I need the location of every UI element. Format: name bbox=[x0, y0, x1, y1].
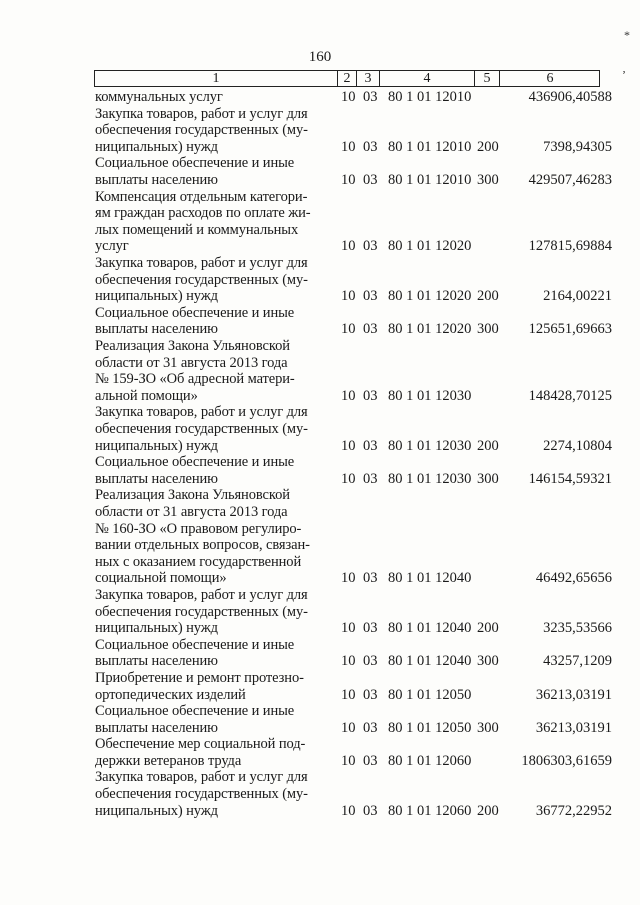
table-row bbox=[0, 670, 640, 703]
row-name-line: Обеспечение мер социальной под- bbox=[95, 736, 306, 753]
subsection-code: 03 bbox=[363, 570, 378, 587]
target-item-code: 80 1 01 12020 bbox=[388, 288, 472, 305]
target-item-code: 80 1 01 12020 bbox=[388, 321, 472, 338]
section-code: 10 bbox=[341, 752, 356, 769]
row-name-line: выплаты населению bbox=[95, 653, 218, 670]
row-name-line: обеспечения государственных (му- bbox=[95, 603, 308, 620]
row-amount: 36213,03191 bbox=[535, 719, 612, 736]
row-name bbox=[95, 454, 333, 487]
expense-type-code: 300 bbox=[477, 719, 499, 736]
subsection-code: 03 bbox=[363, 89, 378, 105]
row-name bbox=[95, 338, 333, 404]
subsection-code: 03 bbox=[363, 719, 378, 736]
subsection-code: 03 bbox=[363, 470, 378, 487]
target-item-code: 80 1 01 12010 bbox=[388, 89, 472, 105]
row-name-line: социальной помощи» bbox=[95, 570, 227, 587]
section-code: 10 bbox=[341, 653, 356, 670]
row-name bbox=[95, 736, 333, 769]
row-amount: 146154,59321 bbox=[528, 470, 612, 487]
table-row bbox=[0, 487, 640, 587]
expense-type-code: 300 bbox=[477, 171, 499, 188]
section-code: 10 bbox=[341, 321, 356, 338]
row-name-line: ниципальных) нужд bbox=[95, 437, 218, 454]
expense-type-code: 300 bbox=[477, 470, 499, 487]
subsection-code: 03 bbox=[363, 437, 378, 454]
table-row bbox=[0, 338, 640, 404]
row-name-line: вании отдельных вопросов, связан- bbox=[95, 537, 310, 554]
table-header bbox=[94, 70, 600, 87]
row-name-line: № 160-ЗО «О правовом регулиро- bbox=[95, 520, 302, 537]
subsection-code: 03 bbox=[363, 138, 378, 155]
row-name-line: ниципальных) нужд bbox=[95, 620, 218, 637]
target-item-code: 80 1 01 12010 bbox=[388, 138, 472, 155]
subsection-code: 03 bbox=[363, 802, 378, 819]
section-code: 10 bbox=[341, 470, 356, 487]
section-code: 10 bbox=[341, 288, 356, 305]
row-amount: 429507,46283 bbox=[528, 171, 612, 188]
table-row bbox=[0, 106, 640, 156]
row-name-line: области от 31 августа 2013 года bbox=[95, 503, 288, 520]
subsection-code: 03 bbox=[363, 620, 378, 637]
row-name-line: ниципальных) нужд bbox=[95, 288, 218, 305]
row-amount: 7398,94305 bbox=[543, 138, 612, 155]
row-amount: 36213,03191 bbox=[535, 686, 612, 703]
table-row bbox=[0, 404, 640, 454]
row-name-line: ных с оказанием государственной bbox=[95, 553, 302, 570]
section-code: 10 bbox=[341, 138, 356, 155]
target-item-code: 80 1 01 12040 bbox=[388, 620, 472, 637]
row-name bbox=[95, 155, 333, 188]
row-name-line: обеспечения государственных (му- bbox=[95, 122, 308, 139]
target-item-code: 80 1 01 12050 bbox=[388, 719, 472, 736]
section-code: 10 bbox=[341, 238, 356, 255]
section-code: 10 bbox=[341, 802, 356, 819]
row-name-line: Реализация Закона Ульяновской bbox=[95, 487, 290, 504]
section-code: 10 bbox=[341, 570, 356, 587]
section-code: 10 bbox=[341, 437, 356, 454]
subsection-code: 03 bbox=[363, 171, 378, 188]
edge-mark-top: * bbox=[624, 28, 630, 42]
row-name bbox=[95, 670, 333, 703]
row-name-line: Закупка товаров, работ и услуг для bbox=[95, 254, 308, 271]
expense-type-code: 200 bbox=[477, 138, 499, 155]
target-item-code: 80 1 01 12020 bbox=[388, 238, 472, 255]
row-name-line: ям граждан расходов по оплате жи- bbox=[95, 205, 311, 222]
row-name bbox=[95, 703, 333, 736]
row-name bbox=[95, 89, 333, 106]
row-name-line: ниципальных) нужд bbox=[95, 138, 218, 155]
row-amount: 46492,65656 bbox=[535, 570, 612, 587]
row-name-line: Социальное обеспечение и иные bbox=[95, 703, 295, 720]
row-amount: 436906,40588 bbox=[528, 89, 612, 105]
row-amount: 2164,00221 bbox=[543, 288, 612, 305]
expense-type-code: 200 bbox=[477, 802, 499, 819]
expense-type-code: 200 bbox=[477, 437, 499, 454]
table-row bbox=[0, 637, 640, 670]
table-row bbox=[0, 587, 640, 637]
row-name-line: Социальное обеспечение и иные bbox=[95, 636, 295, 653]
row-name bbox=[95, 487, 333, 587]
row-name-line: выплаты населению bbox=[95, 321, 218, 338]
row-name bbox=[95, 189, 333, 255]
row-amount: 36772,22952 bbox=[535, 802, 612, 819]
page-number: 160 bbox=[308, 49, 332, 65]
table-row bbox=[0, 769, 640, 819]
row-name bbox=[95, 305, 333, 338]
edge-mark-right: ʼ bbox=[622, 68, 626, 82]
target-item-code: 80 1 01 12060 bbox=[388, 752, 472, 769]
expense-type-code: 200 bbox=[477, 288, 499, 305]
row-name-line: лых помещений и коммунальных bbox=[95, 221, 299, 238]
row-name-line: выплаты населению bbox=[95, 719, 218, 736]
row-name bbox=[95, 587, 333, 637]
section-code: 10 bbox=[341, 719, 356, 736]
subsection-code: 03 bbox=[363, 238, 378, 255]
row-amount: 43257,1209 bbox=[543, 653, 612, 670]
row-name-line: Реализация Закона Ульяновской bbox=[95, 337, 290, 354]
row-name bbox=[95, 255, 333, 305]
row-name-line: Социальное обеспечение и иные bbox=[95, 304, 295, 321]
target-item-code: 80 1 01 12010 bbox=[388, 171, 472, 188]
row-amount: 3235,53566 bbox=[543, 620, 612, 637]
row-amount: 2274,10804 bbox=[543, 437, 612, 454]
target-item-code: 80 1 01 12030 bbox=[388, 470, 472, 487]
budget-table-body bbox=[0, 89, 640, 819]
table-row bbox=[0, 305, 640, 338]
target-item-code: 80 1 01 12030 bbox=[388, 387, 472, 404]
table-row bbox=[0, 454, 640, 487]
row-name-line: ортопедических изделий bbox=[95, 686, 246, 703]
table-row bbox=[0, 736, 640, 769]
row-name-line: области от 31 августа 2013 года bbox=[95, 354, 288, 371]
row-name bbox=[95, 106, 333, 156]
row-amount: 125651,69663 bbox=[528, 321, 612, 338]
section-code: 10 bbox=[341, 387, 356, 404]
row-name bbox=[95, 637, 333, 670]
subsection-code: 03 bbox=[363, 387, 378, 404]
row-name-line: Закупка товаров, работ и услуг для bbox=[95, 769, 308, 786]
subsection-code: 03 bbox=[363, 321, 378, 338]
section-code: 10 bbox=[341, 620, 356, 637]
row-name-line: выплаты населению bbox=[95, 171, 218, 188]
header-col-5: 5 bbox=[474, 71, 499, 86]
row-name-line: обеспечения государственных (му- bbox=[95, 271, 308, 288]
row-name-line: ниципальных) нужд bbox=[95, 802, 218, 819]
expense-type-code: 300 bbox=[477, 321, 499, 338]
section-code: 10 bbox=[341, 89, 356, 105]
table-row bbox=[0, 189, 640, 255]
row-name-line: Приобретение и ремонт протезно- bbox=[95, 669, 304, 686]
subsection-code: 03 bbox=[363, 752, 378, 769]
subsection-code: 03 bbox=[363, 686, 378, 703]
table-row bbox=[0, 255, 640, 305]
row-name-line: альной помощи» bbox=[95, 387, 198, 404]
row-name-line: обеспечения государственных (му- bbox=[95, 786, 308, 803]
subsection-code: 03 bbox=[363, 653, 378, 670]
row-name-line: Компенсация отдельным категори- bbox=[95, 188, 308, 205]
row-name-line: Закупка товаров, работ и услуг для bbox=[95, 586, 308, 603]
row-name-line: держки ветеранов труда bbox=[95, 752, 242, 769]
target-item-code: 80 1 01 12050 bbox=[388, 686, 472, 703]
row-name-line: коммунальных услуг bbox=[95, 89, 223, 105]
table-row bbox=[0, 155, 640, 188]
row-name bbox=[95, 404, 333, 454]
row-name-line: Закупка товаров, работ и услуг для bbox=[95, 105, 308, 122]
table-row bbox=[0, 89, 640, 106]
subsection-code: 03 bbox=[363, 288, 378, 305]
expense-type-code: 200 bbox=[477, 620, 499, 637]
header-col-2: 2 bbox=[337, 71, 356, 86]
expense-type-code: 300 bbox=[477, 653, 499, 670]
row-amount: 148428,70125 bbox=[528, 387, 612, 404]
target-item-code: 80 1 01 12060 bbox=[388, 802, 472, 819]
row-name bbox=[95, 769, 333, 819]
row-name-line: услуг bbox=[95, 238, 129, 255]
row-name-line: Закупка товаров, работ и услуг для bbox=[95, 404, 308, 421]
target-item-code: 80 1 01 12030 bbox=[388, 437, 472, 454]
row-name-line: выплаты населению bbox=[95, 470, 218, 487]
section-code: 10 bbox=[341, 686, 356, 703]
header-col-3: 3 bbox=[356, 71, 379, 86]
row-name-line: Социальное обеспечение и иные bbox=[95, 155, 295, 172]
section-code: 10 bbox=[341, 171, 356, 188]
table-row bbox=[0, 703, 640, 736]
header-col-6: 6 bbox=[499, 71, 600, 86]
header-col-1: 1 bbox=[212, 71, 220, 86]
target-item-code: 80 1 01 12040 bbox=[388, 653, 472, 670]
row-amount: 1806303,61659 bbox=[521, 752, 612, 769]
row-name-line: обеспечения государственных (му- bbox=[95, 420, 308, 437]
header-col-4: 4 bbox=[379, 71, 474, 86]
row-name-line: Социальное обеспечение и иные bbox=[95, 454, 295, 471]
row-name-line: № 159-ЗО «Об адресной матери- bbox=[95, 371, 295, 388]
row-amount: 127815,69884 bbox=[528, 238, 612, 255]
target-item-code: 80 1 01 12040 bbox=[388, 570, 472, 587]
